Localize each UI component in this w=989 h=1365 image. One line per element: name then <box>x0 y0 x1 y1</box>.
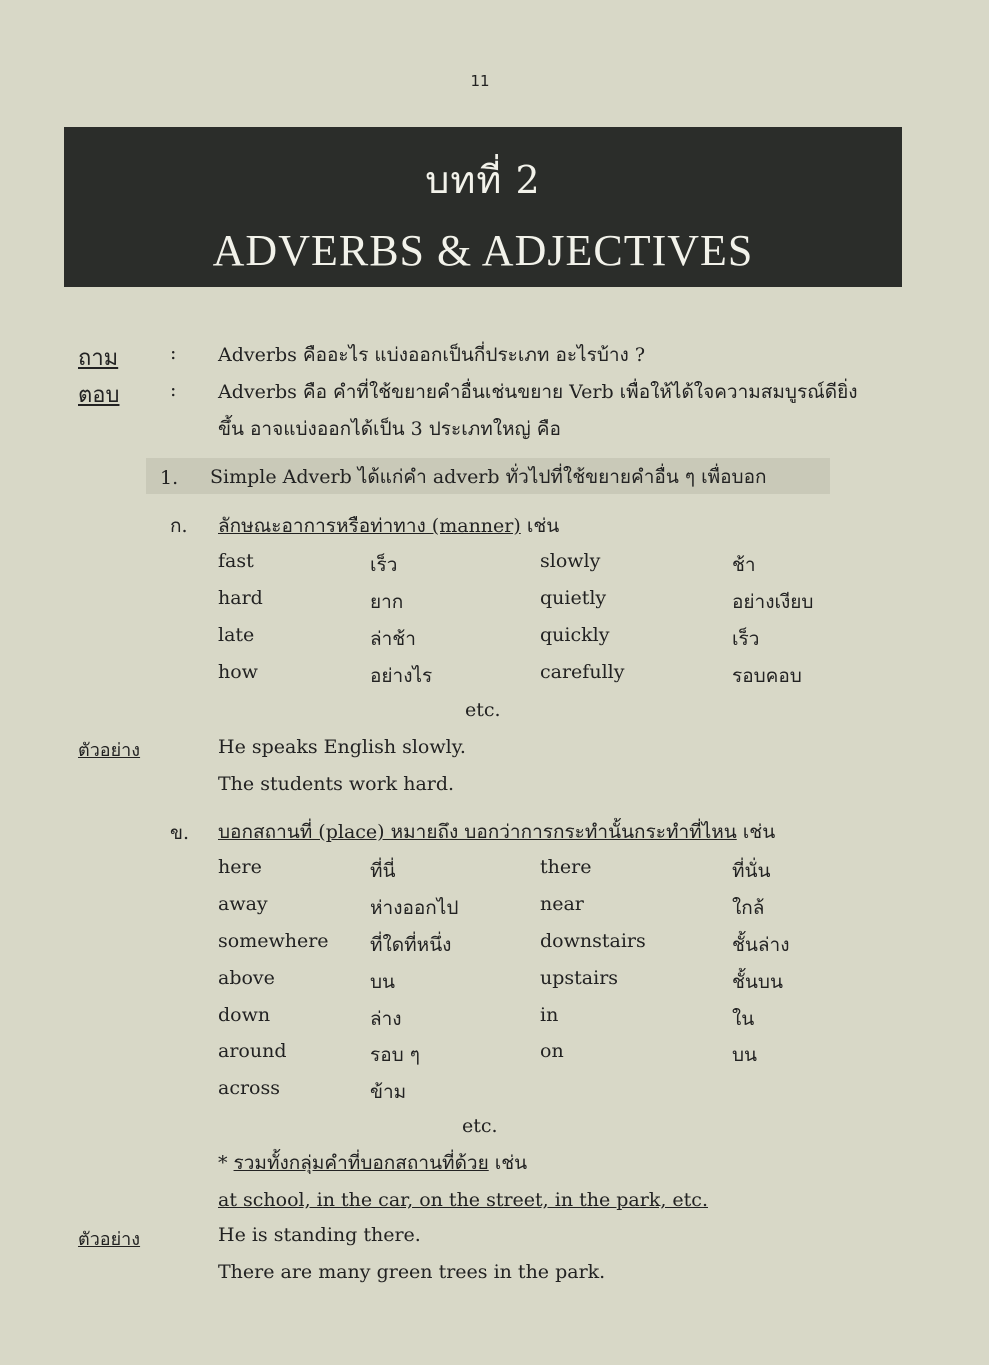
vocab-row <box>218 967 878 997</box>
vocab-row <box>218 856 878 886</box>
etc-text: etc. <box>462 1115 498 1137</box>
note-text: รวมทั้งกลุ่มคำที่บอกสถานที่ด้วย <box>233 1152 489 1174</box>
subsection-b-heading-tail: เช่น <box>736 821 776 843</box>
subsection-a-marker: ก. <box>170 515 188 537</box>
subsection-b-marker: ข. <box>170 822 190 844</box>
vocab-thai: ข้าม <box>370 1081 407 1103</box>
page-number: 11 <box>470 72 490 90</box>
vocab-row <box>218 661 878 691</box>
vocab-thai: ชั้นล่าง <box>732 934 790 956</box>
question-label: ถาม <box>78 346 119 371</box>
vocab-row <box>218 550 878 580</box>
example-sentence: The students work hard. <box>218 773 455 795</box>
vocab-thai: ห่างออกไป <box>370 897 459 919</box>
vocab-english: across <box>218 1077 280 1099</box>
example-label: ตัวอย่าง <box>78 1229 141 1250</box>
vocab-thai: ช้า <box>732 554 756 576</box>
answer-text-line1: Adverbs คือ คำที่ใช้ขยายคำอื่นเช่นขยาย Verb เพื่อให้ได้ใจความสมบูรณ์ดียิ่ง <box>218 381 858 403</box>
vocab-english: above <box>218 967 275 989</box>
example-label: ตัวอย่าง <box>78 740 141 761</box>
example-sentence: He speaks English slowly. <box>218 736 466 758</box>
vocab-english: here <box>218 856 262 878</box>
vocab-thai: ยาก <box>370 591 404 613</box>
note-line <box>218 1150 527 1176</box>
vocab-english: upstairs <box>540 967 619 989</box>
vocab-english: somewhere <box>218 930 329 952</box>
vocab-row <box>218 624 878 654</box>
subsection-a-heading-text: ลักษณะอาการหรือท่าทาง (manner) <box>218 515 521 537</box>
vocab-row <box>218 1077 878 1107</box>
vocab-english: slowly <box>540 550 601 572</box>
answer-colon: : <box>170 379 177 401</box>
vocab-thai: ใกล้ <box>732 897 765 919</box>
vocab-row <box>218 893 878 923</box>
phrase-examples: at school, in the car, on the street, in the park, etc. <box>218 1189 708 1211</box>
answer-text-line2: ขึ้น อาจแบ่งออกได้เป็น 3 ประเภทใหญ่ คือ <box>218 418 561 440</box>
vocab-thai: ใน <box>732 1008 755 1030</box>
vocab-english: downstairs <box>540 930 646 952</box>
vocab-thai: บน <box>370 971 396 993</box>
question-colon: : <box>170 342 177 364</box>
vocab-thai: ล่าช้า <box>370 628 416 650</box>
vocab-thai: เร็ว <box>370 554 398 576</box>
vocab-thai: รอบ ๆ <box>370 1044 420 1066</box>
chapter-heading: บทที่ 2 <box>425 158 541 202</box>
note-tail: เช่น <box>488 1152 528 1174</box>
vocab-english: hard <box>218 587 263 609</box>
vocab-thai: อย่างเงียบ <box>732 591 814 613</box>
subsection-b-heading-text: บอกสถานที่ (place) หมายถึง บอกว่าการกระทำนั้นกระทำที่ไหน <box>218 821 737 843</box>
section-number: 1. <box>160 467 179 489</box>
subsection-b-heading <box>218 819 775 845</box>
etc-text: etc. <box>465 699 501 721</box>
vocab-english: quickly <box>540 624 610 646</box>
vocab-thai: ชั้นบน <box>732 971 783 993</box>
vocab-thai: บน <box>732 1044 758 1066</box>
chapter-title: ADVERBS & ADJECTIVES <box>212 226 754 275</box>
example-sentence: He is standing there. <box>218 1224 421 1246</box>
vocab-english: late <box>218 624 255 646</box>
note-star: * <box>218 1152 234 1174</box>
vocab-english: near <box>540 893 584 915</box>
example-sentence: There are many green trees in the park. <box>218 1261 606 1283</box>
vocab-thai: เร็ว <box>732 628 760 650</box>
vocab-english: fast <box>218 550 254 572</box>
vocab-row <box>218 1004 878 1034</box>
subsection-a-heading <box>218 513 559 539</box>
vocab-row <box>218 930 878 960</box>
vocab-english: in <box>540 1004 559 1026</box>
chapter-banner <box>64 127 902 287</box>
vocab-thai: ที่นั่น <box>732 860 771 882</box>
vocab-thai: ล่าง <box>370 1008 402 1030</box>
answer-label: ตอบ <box>78 383 120 408</box>
vocab-thai: ที่ใดที่หนึ่ง <box>370 934 452 956</box>
vocab-english: quietly <box>540 587 607 609</box>
vocab-english: how <box>218 661 258 683</box>
vocab-english: there <box>540 856 592 878</box>
vocab-row <box>218 587 878 617</box>
vocab-english: carefully <box>540 661 625 683</box>
vocab-thai: อย่างไร <box>370 665 433 687</box>
question-text: Adverbs คืออะไร แบ่งออกเป็นกี่ประเภท อะไรบ้าง ? <box>218 344 646 366</box>
vocab-english: away <box>218 893 268 915</box>
section-text: Simple Adverb ได้แก่คำ adverb ทั่วไปที่ใช้ขยายคำอื่น ๆ เพื่อบอก <box>210 466 767 488</box>
vocab-thai: รอบคอบ <box>732 665 802 687</box>
vocab-thai: ที่นี่ <box>370 860 396 882</box>
subsection-a-heading-tail: เช่น <box>520 515 560 537</box>
vocab-english: on <box>540 1040 564 1062</box>
vocab-english: around <box>218 1040 287 1062</box>
vocab-english: down <box>218 1004 271 1026</box>
vocab-row <box>218 1040 878 1070</box>
